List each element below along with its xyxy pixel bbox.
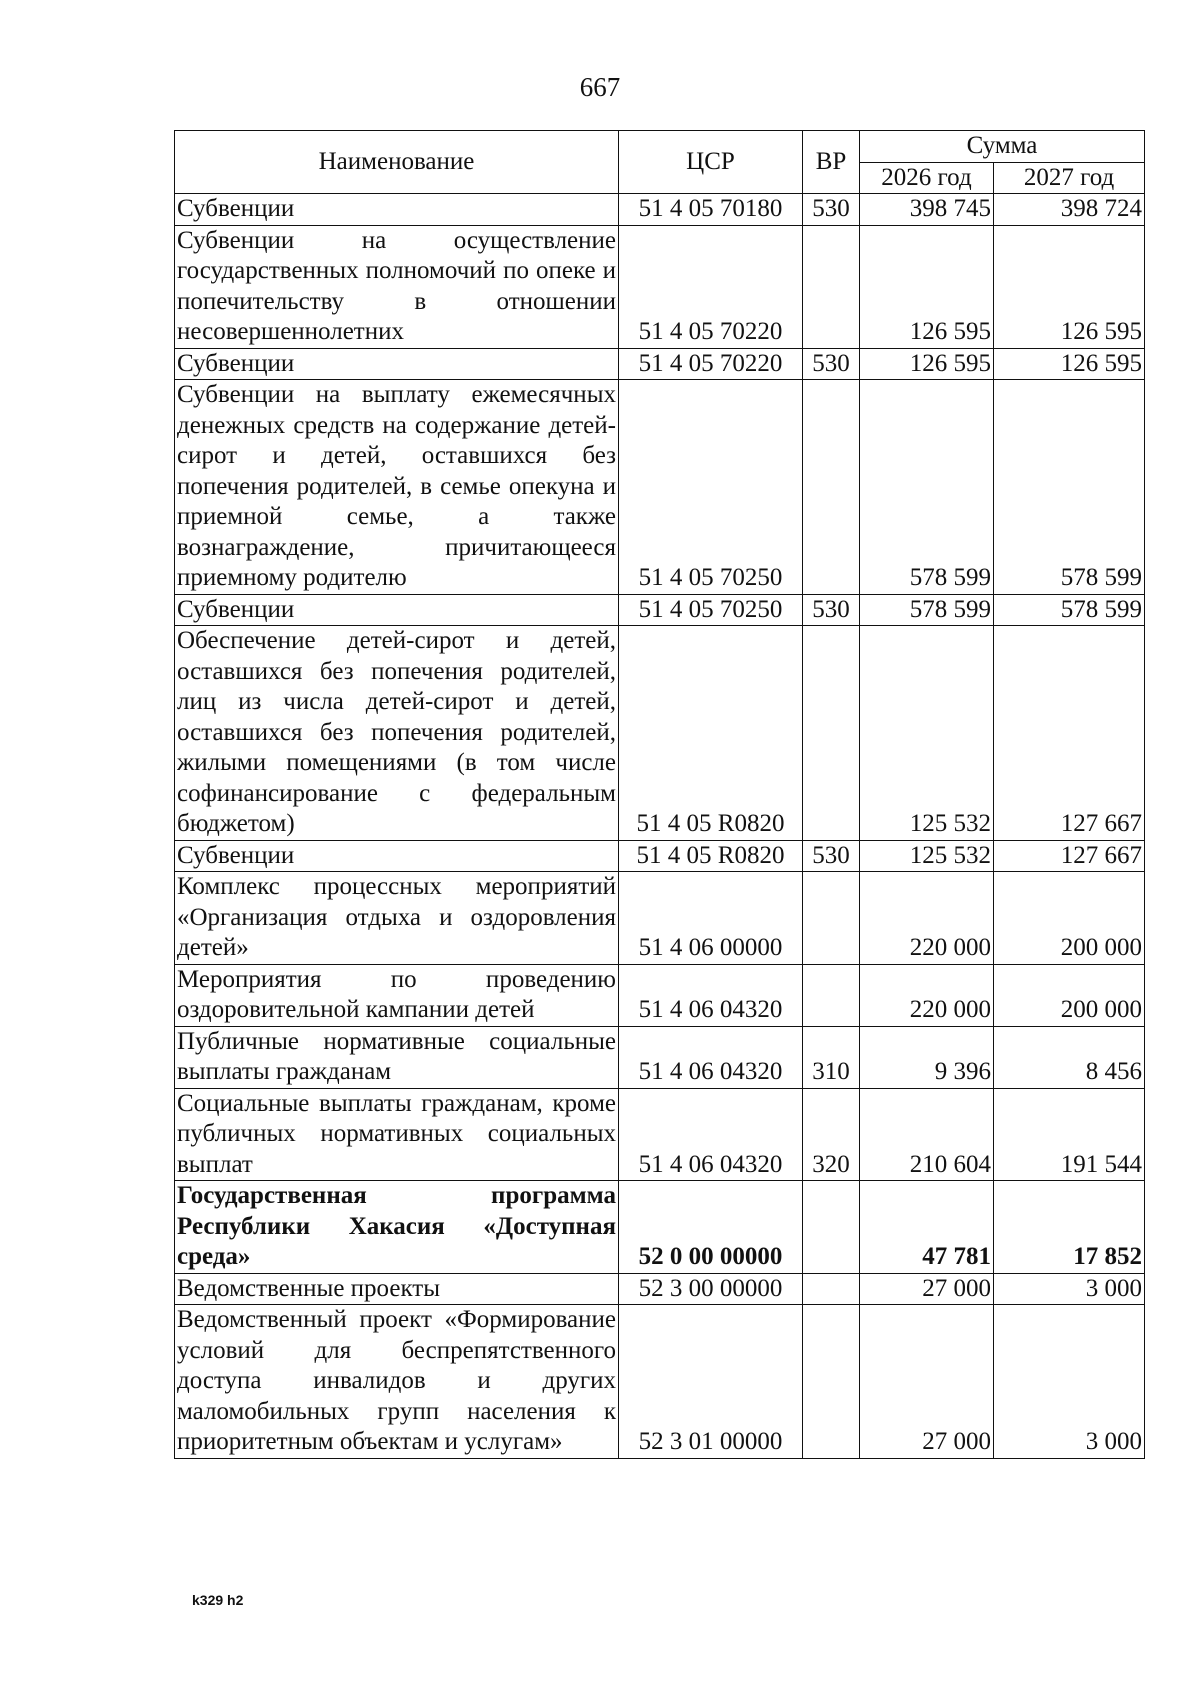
row-csr: 51 4 06 04320 — [619, 1026, 803, 1088]
row-sum-2027: 200 000 — [994, 872, 1145, 965]
row-sum-2027: 578 599 — [994, 594, 1145, 626]
row-csr: 52 3 00 00000 — [619, 1273, 803, 1305]
row-sum-2026: 398 745 — [860, 194, 994, 226]
row-sum-2026: 220 000 — [860, 872, 994, 965]
row-csr: 51 4 05 70250 — [619, 380, 803, 595]
row-sum-2027: 200 000 — [994, 964, 1145, 1026]
row-name: Субвенции — [175, 594, 619, 626]
row-csr: 52 3 01 00000 — [619, 1305, 803, 1459]
row-name: Государственная программа Республики Хакасия «Доступная среда» — [175, 1181, 619, 1274]
row-vr: 530 — [803, 840, 860, 872]
row-vr: 530 — [803, 594, 860, 626]
row-csr: 51 4 05 70250 — [619, 594, 803, 626]
table-row — [175, 594, 1145, 626]
row-csr: 51 4 05 70220 — [619, 348, 803, 380]
header-sum: Сумма — [860, 131, 1145, 163]
row-csr: 51 4 05 70220 — [619, 225, 803, 348]
row-vr — [803, 872, 860, 965]
row-name: Обеспечение детей-сирот и детей, оставшихся без попечения родителей, лиц из числа детей-сирот и детей, оставшихся без попечения родителей, жилыми помещениями (в том числе софинансирование с федеральным бюджетом) — [175, 626, 619, 841]
table-row — [175, 1305, 1145, 1459]
row-csr: 51 4 05 R0820 — [619, 840, 803, 872]
row-vr — [803, 1181, 860, 1274]
row-vr — [803, 964, 860, 1026]
row-sum-2027: 3 000 — [994, 1305, 1145, 1459]
table-row — [175, 1273, 1145, 1305]
header-year-2027: 2027 год — [994, 162, 1145, 194]
table-row — [175, 626, 1145, 841]
row-vr: 310 — [803, 1026, 860, 1088]
row-sum-2027: 127 667 — [994, 626, 1145, 841]
row-sum-2027: 398 724 — [994, 194, 1145, 226]
budget-table-container — [174, 130, 1144, 1459]
row-sum-2026: 125 532 — [860, 840, 994, 872]
row-csr: 51 4 06 04320 — [619, 964, 803, 1026]
row-sum-2026: 125 532 — [860, 626, 994, 841]
row-sum-2027: 126 595 — [994, 348, 1145, 380]
row-csr: 51 4 05 R0820 — [619, 626, 803, 841]
header-year-2026: 2026 год — [860, 162, 994, 194]
table-row — [175, 225, 1145, 348]
row-vr — [803, 1305, 860, 1459]
row-sum-2026: 9 396 — [860, 1026, 994, 1088]
header-csr: ЦСР — [619, 131, 803, 194]
table-row — [175, 840, 1145, 872]
table-row — [175, 1088, 1145, 1181]
row-name: Субвенции на выплату ежемесячных денежных средств на содержание детей-сирот и детей, оставшихся без попечения родителей, в семье опекуна и приемной семье, а также вознаграждение, причитающееся приемному родителю — [175, 380, 619, 595]
table-row — [175, 380, 1145, 595]
table-row — [175, 1026, 1145, 1088]
row-sum-2027: 127 667 — [994, 840, 1145, 872]
row-sum-2027: 17 852 — [994, 1181, 1145, 1274]
row-vr — [803, 1273, 860, 1305]
row-name: Социальные выплаты гражданам, кроме публичных нормативных социальных выплат — [175, 1088, 619, 1181]
row-sum-2027: 578 599 — [994, 380, 1145, 595]
row-csr: 52 0 00 00000 — [619, 1181, 803, 1274]
row-name: Ведомственный проект «Формирование условий для беспрепятственного доступа инвалидов и других маломобильных групп населения к приоритетным объектам и услугам» — [175, 1305, 619, 1459]
row-sum-2026: 126 595 — [860, 225, 994, 348]
row-sum-2026: 210 604 — [860, 1088, 994, 1181]
row-sum-2027: 126 595 — [994, 225, 1145, 348]
row-sum-2027: 8 456 — [994, 1026, 1145, 1088]
table-row — [175, 964, 1145, 1026]
table-row-program — [175, 1181, 1145, 1274]
table-row — [175, 194, 1145, 226]
row-csr: 51 4 05 70180 — [619, 194, 803, 226]
row-vr: 530 — [803, 348, 860, 380]
row-sum-2026: 27 000 — [860, 1305, 994, 1459]
row-sum-2026: 578 599 — [860, 594, 994, 626]
row-name: Субвенции — [175, 194, 619, 226]
row-vr — [803, 380, 860, 595]
page-number: 667 — [579, 72, 621, 102]
header-vr: ВР — [803, 131, 860, 194]
row-sum-2026: 220 000 — [860, 964, 994, 1026]
row-name: Субвенции — [175, 348, 619, 380]
row-name: Мероприятия по проведению оздоровительной кампании детей — [175, 964, 619, 1026]
row-name: Публичные нормативные социальные выплаты гражданам — [175, 1026, 619, 1088]
footer-code: k329 h2 — [192, 1592, 244, 1608]
row-name: Комплекс процессных мероприятий «Организация отдыха и оздоровления детей» — [175, 872, 619, 965]
row-sum-2027: 191 544 — [994, 1088, 1145, 1181]
row-sum-2026: 47 781 — [860, 1181, 994, 1274]
row-vr — [803, 225, 860, 348]
row-name: Субвенции — [175, 840, 619, 872]
row-sum-2026: 27 000 — [860, 1273, 994, 1305]
budget-table — [174, 130, 1145, 1459]
row-sum-2027: 3 000 — [994, 1273, 1145, 1305]
header-name: Наименование — [175, 131, 619, 194]
row-name: Субвенции на осуществление государственных полномочий по опеке и попечительству в отношении несовершеннолетних — [175, 225, 619, 348]
row-vr: 530 — [803, 194, 860, 226]
row-vr: 320 — [803, 1088, 860, 1181]
row-sum-2026: 126 595 — [860, 348, 994, 380]
row-csr: 51 4 06 00000 — [619, 872, 803, 965]
table-body — [175, 194, 1145, 1459]
table-header — [175, 131, 1145, 194]
row-sum-2026: 578 599 — [860, 380, 994, 595]
table-row — [175, 872, 1145, 965]
table-row — [175, 348, 1145, 380]
row-vr — [803, 626, 860, 841]
row-csr: 51 4 06 04320 — [619, 1088, 803, 1181]
row-name: Ведомственные проекты — [175, 1273, 619, 1305]
